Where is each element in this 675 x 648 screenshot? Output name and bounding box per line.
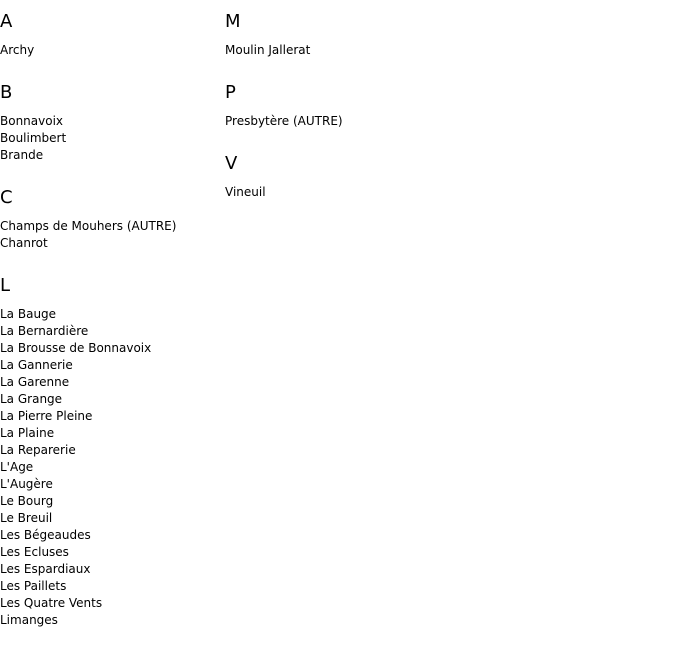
place-item[interactable]: Chanrot bbox=[0, 236, 48, 250]
place-item[interactable]: Les Ecluses bbox=[0, 545, 69, 559]
place-item[interactable]: Le Bourg bbox=[0, 494, 54, 508]
left-column bbox=[0, 0, 220, 641]
place-item[interactable]: La Garenne bbox=[0, 375, 70, 389]
place-list bbox=[0, 306, 220, 629]
letter-heading: C bbox=[0, 187, 13, 208]
place-item[interactable]: Les Paillets bbox=[0, 579, 67, 593]
place-item[interactable]: La Gannerie bbox=[0, 358, 73, 372]
place-list bbox=[225, 113, 525, 130]
place-item[interactable]: Champs de Mouhers (AUTRE) bbox=[0, 219, 177, 233]
group-spacer bbox=[0, 629, 220, 641]
place-list bbox=[225, 184, 525, 201]
letter-group-a bbox=[0, 11, 220, 71]
place-item[interactable]: Boulimbert bbox=[0, 131, 67, 145]
place-item[interactable]: Le Breuil bbox=[0, 511, 53, 525]
letter-heading: M bbox=[225, 11, 241, 32]
place-item[interactable]: Archy bbox=[0, 43, 35, 57]
group-spacer bbox=[225, 59, 525, 71]
group-spacer bbox=[0, 252, 220, 264]
place-item[interactable]: Les Quatre Vents bbox=[0, 596, 103, 610]
letter-group-p bbox=[225, 82, 525, 142]
letter-heading: A bbox=[0, 11, 13, 32]
place-item[interactable]: La Bernardière bbox=[0, 324, 89, 338]
place-list bbox=[0, 42, 220, 59]
group-spacer bbox=[0, 164, 220, 176]
letter-group-b bbox=[0, 82, 220, 176]
place-list bbox=[0, 218, 220, 252]
letter-group-v bbox=[225, 153, 525, 213]
letter-heading: B bbox=[0, 82, 13, 103]
right-column bbox=[225, 0, 525, 213]
place-item[interactable]: La Plaine bbox=[0, 426, 55, 440]
letter-heading: L bbox=[0, 275, 11, 296]
place-list bbox=[225, 42, 525, 59]
place-item[interactable]: Moulin Jallerat bbox=[225, 43, 311, 57]
place-item[interactable]: La Bauge bbox=[0, 307, 57, 321]
place-item[interactable]: La Reparerie bbox=[0, 443, 76, 457]
place-item[interactable]: La Grange bbox=[0, 392, 63, 406]
letter-group-c bbox=[0, 187, 220, 264]
letter-heading: P bbox=[225, 82, 236, 103]
place-list bbox=[0, 113, 220, 164]
letter-group-l bbox=[0, 275, 220, 641]
letter-heading: V bbox=[225, 153, 238, 174]
group-spacer bbox=[225, 201, 525, 213]
place-item[interactable]: Les Espardiaux bbox=[0, 562, 91, 576]
place-item[interactable]: La Pierre Pleine bbox=[0, 409, 93, 423]
place-item[interactable]: L'Augère bbox=[0, 477, 53, 491]
group-spacer bbox=[225, 130, 525, 142]
place-item[interactable]: Limanges bbox=[0, 613, 58, 627]
letter-group-m bbox=[225, 11, 525, 71]
place-item[interactable]: La Brousse de Bonnavoix bbox=[0, 341, 152, 355]
place-item[interactable]: Vineuil bbox=[225, 185, 266, 199]
group-spacer bbox=[0, 59, 220, 71]
place-item[interactable]: L'Age bbox=[0, 460, 34, 474]
place-item[interactable]: Presbytère (AUTRE) bbox=[225, 114, 343, 128]
place-item[interactable]: Brande bbox=[0, 148, 44, 162]
place-item[interactable]: Les Bégeaudes bbox=[0, 528, 91, 542]
place-item[interactable]: Bonnavoix bbox=[0, 114, 64, 128]
